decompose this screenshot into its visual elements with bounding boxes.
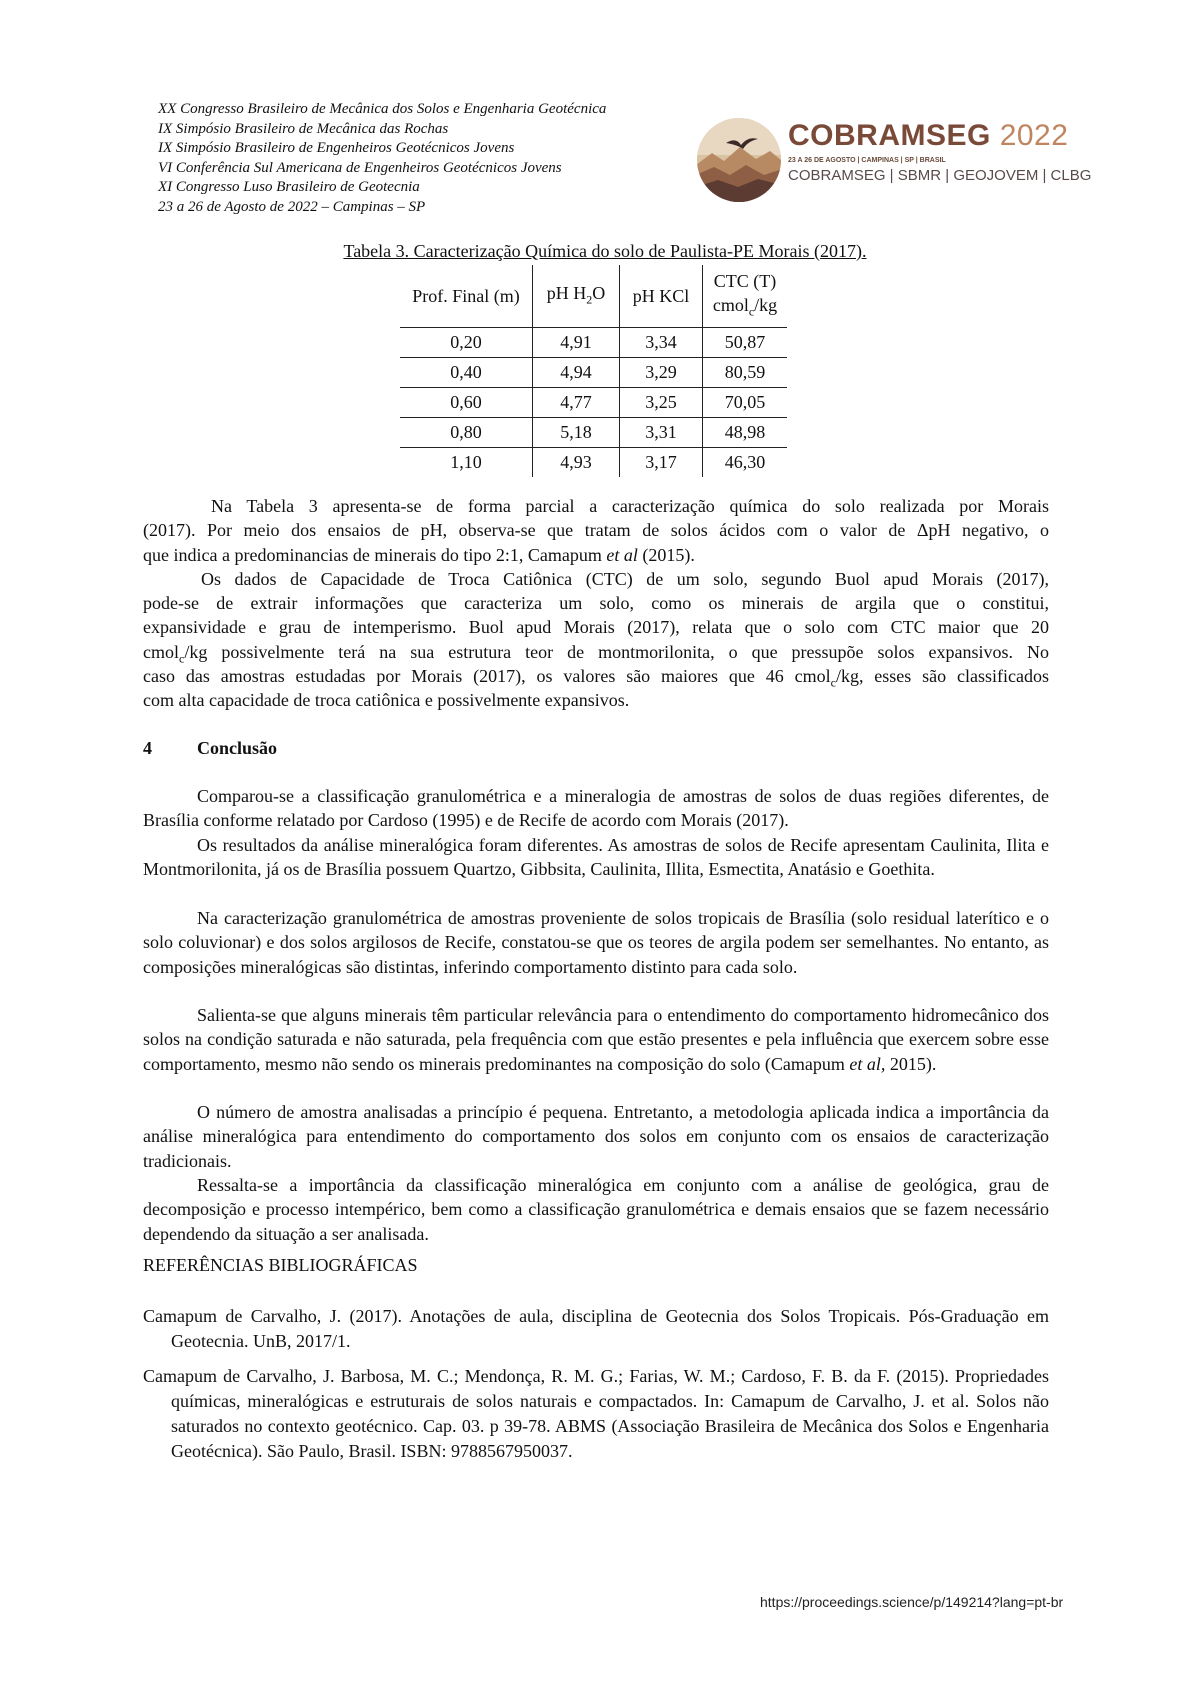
table-caption: Tabela 3. Caracterização Química do solo de Paulista-PE Morais (2017). xyxy=(343,241,867,261)
body-line: caso das amostras estudadas por Morais (2017), os valores são maiores que 46 cmol$_c$/kg, esses são classificados xyxy=(143,666,1049,690)
body-line: pode-se de extrair informações que caracteriza um solo, como os minerais de argila que o constitui, xyxy=(143,593,1049,613)
cell-ph-h2o: 4,77 xyxy=(533,388,620,418)
cell-depth: 0,20 xyxy=(450,332,482,352)
mountain-bird-emblem-icon xyxy=(696,117,782,203)
cell-ctc: 48,98 xyxy=(703,418,788,448)
cell-ph-h2o: 4,93 xyxy=(533,448,620,478)
table-header-row xyxy=(400,265,787,328)
body-line: cmol$_c$/kg possivelmente terá na sua estrutura teor de montmorilonita, o que pressupõe solos expansivos. No xyxy=(143,642,1049,666)
cell-ctc: 46,30 xyxy=(703,448,788,478)
cell-depth: 0,60 xyxy=(400,388,533,418)
cell-depth: 0,80 xyxy=(400,418,533,448)
cell-ph-kcl: 3,25 xyxy=(620,388,703,418)
conclusion-paragraph: Ressalta-se a importância da classificação mineralógica em conjunto com a análise de geológica, grau de decomposição e processo intempérico, bem como a classificação granulométrica e demais ensaios que se fazem necessário dependendo da situação a ser analisada. xyxy=(143,1175,1049,1244)
header-ph-kcl: pH KCl xyxy=(620,265,703,328)
cell-ph-h2o: 5,18 xyxy=(533,418,620,448)
header-line: VI Conferência Sul Americana de Engenheiros Geotécnicos Jovens xyxy=(158,159,562,176)
cell-ctc: 50,87 xyxy=(703,328,788,358)
footer-url-link[interactable]: https://proceedings.science/p/149214?lang=pt-br xyxy=(760,1594,1064,1610)
header-line: IX Simpósio Brasileiro de Engenheiros Geotécnicos Jovens xyxy=(158,140,515,157)
cell-ph-kcl: 3,34 xyxy=(620,328,703,358)
body-line: Os dados de Capacidade de Troca Catiônica (CTC) de um solo, segundo Buol apud Morais (2017), xyxy=(201,569,1049,589)
cell-depth: 1,10 xyxy=(400,448,533,478)
logo-subtitle: COBRAMSEG | SBMR | GEOJOVEM | CLBG xyxy=(788,167,1092,184)
logo-date-line: 23 A 26 DE AGOSTO | CAMPINAS | SP | BRASIL xyxy=(788,157,946,164)
table-row xyxy=(400,448,787,478)
cell-depth: 0,40 xyxy=(400,358,533,388)
body-line: expansividade e grau de intemperismo. Buol apud Morais (2017), relata que o solo com CTC maior que 20 xyxy=(143,617,1049,637)
header-line: XI Congresso Luso Brasileiro de Geotecnia xyxy=(158,179,420,196)
body-line: com alta capacidade de troca catiônica e possivelmente expansivos. xyxy=(143,690,630,710)
conclusion-paragraph: Na caracterização granulométrica de amostras proveniente de solos tropicais de Brasília (solo residual laterítico e o solo coluvionar) e dos solos argilosos de Recife, constatou-se que os teores de argila podem ser semelhantes. No entanto, as composições mineralógicas são distintas, inferindo comportamento distinto para cada solo. xyxy=(143,908,1049,977)
header-ph-h2o: pH $H_2O$ xyxy=(533,265,620,328)
chemical-characterization-table xyxy=(400,265,787,477)
header-line: XX Congresso Brasileiro de Mecânica dos Solos e Engenharia Geotécnica xyxy=(158,101,607,117)
cell-ph-h2o: 4,94 xyxy=(533,358,620,388)
cell-ph-kcl: 3,29 xyxy=(620,358,703,388)
body-line: Na Tabela 3 apresenta-se de forma parcial a caracterização química do solo realizada por Morais xyxy=(211,496,1049,516)
cell-ctc: 70,05 xyxy=(703,388,788,418)
conclusion-paragraph: Salienta-se que alguns minerais têm particular relevância para o entendimento do comportamento hidromecânico dos solos na condição saturada e não saturada, pela frequência com que estão presentes e pela influência que exercem sobre esse comportamento, mesmo não sendo os minerais predominantes na composição do solo (Camapum et al, 2015). xyxy=(143,1005,1049,1074)
cobramseg-logo xyxy=(696,117,1116,207)
header-depth: Prof. Final (m) xyxy=(400,265,533,328)
body-line: (2017). Por meio dos ensaios de pH, observa-se que tratam de solos ácidos com o valor de ΔpH negativo, o xyxy=(143,520,1049,540)
header-line: 23 a 26 de Agosto de 2022 – Campinas – SP xyxy=(158,198,426,215)
references-heading: REFERÊNCIAS BIBLIOGRÁFICAS xyxy=(143,1255,418,1275)
conclusion-paragraph: O número de amostra analisadas a princípio é pequena. Entretanto, a metodologia aplicada indica a importância da análise mineralógica para entendimento do comportamento dos solos em conjunto com os ensaios de caracterização tradicionais. xyxy=(143,1102,1049,1171)
cell-ctc: 80,59 xyxy=(703,358,788,388)
conclusion-paragraph: Comparou-se a classificação granulométrica e a mineralogia de amostras de solos de duas regiões diferentes, de Brasília conforme relatado por Cardoso (1995) e de Recife de acordo com Morais (2017). xyxy=(143,786,1049,831)
section-heading: 4 Conclusão xyxy=(143,738,278,758)
table-row xyxy=(400,388,787,418)
header-line: IX Simpósio Brasileiro de Mecânica das Rochas xyxy=(158,120,449,137)
table-row xyxy=(400,418,787,448)
conclusion-paragraph: Os resultados da análise mineralógica foram diferentes. As amostras de solos de Recife apresentam Caulinita, Ilita e Montmorilonita, já os de Brasília possuem Quartzo, Gibbsita, Caulinita, Illita, Esmectita, Anatásio e Goethita. xyxy=(143,835,1049,880)
conference-header xyxy=(158,100,678,218)
cell-ph-h2o: 4,91 xyxy=(533,328,620,358)
body-line: que indica a predominancias de minerais do tipo 2:1, Camapum et al (2015). xyxy=(143,545,695,565)
reference-item: Camapum de Carvalho, J. Barbosa, M. C.; Mendonça, R. M. G.; Farias, W. M.; Cardoso, F. B. da F. (2015). Propriedades químicas, mineralógicas e estruturais de solos naturais e compactados. In: Camapum de Carvalho, J. et al. Solos não saturados no contexto geotécnico. Cap. 03. p 39-78. ABMS (Associação Brasileira de Mecânica dos Solos e Engenharia Geotécnica). São Paulo, Brasil. ISBN: 9788567950037. xyxy=(143,1366,1049,1461)
cell-ph-kcl: 3,17 xyxy=(620,448,703,478)
table-row xyxy=(400,328,787,358)
cell-ph-kcl: 3,31 xyxy=(620,418,703,448)
header-ctc: CTC (T) cmol$_c$/kg xyxy=(703,265,788,328)
table-row xyxy=(400,358,787,388)
reference-item: Camapum de Carvalho, J. (2017). Anotações de aula, disciplina de Geotecnia dos Solos Tropicais. Pós-Graduação em Geotecnia. UnB, 2017/1. xyxy=(143,1306,1049,1351)
logo-title: COBRAMSEG 2022 xyxy=(788,119,1069,152)
